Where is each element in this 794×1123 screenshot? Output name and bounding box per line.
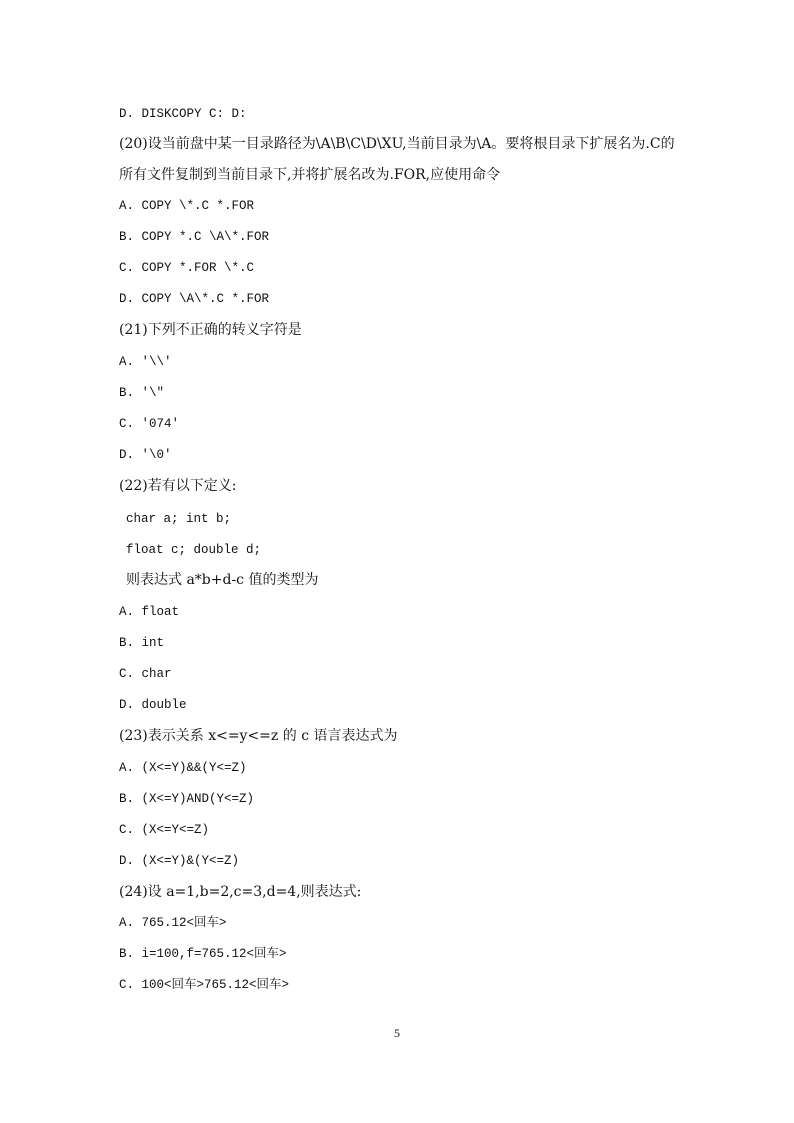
question-20-line-2: 所有文件复制到当前目录下,并将扩展名改为.FOR,应使用命令 [119,167,501,183]
q24-option-c: C. 100<回车>765.12<回车> [119,978,290,992]
q23-option-b: B. (X<=Y)AND(Y<=Z) [119,792,255,806]
page-number: 5 [394,1026,400,1040]
q23-option-c: C. (X<=Y<=Z) [119,823,210,837]
q22-option-a: A. float [119,605,180,619]
q23-option-d: D. (X<=Y)&(Y<=Z) [119,854,240,868]
q22-option-c: C. char [119,667,172,681]
q21-option-d: D. '\0' [119,448,172,462]
q22-code-line-2: float c; double d; [126,543,262,557]
q21-option-b: B. '\" [119,386,165,400]
question-22: (22)若有以下定义: [119,478,237,494]
q22-code-line-1: char a; int b; [126,512,232,526]
q20-option-c: C. COPY *.FOR \*.C [119,261,255,275]
question-20-line-1: (20)设当前盘中某一目录路径为\A\B\C\D\XU,当前目录为\A。要将根目录下扩展名为.C的 [119,136,675,152]
q21-option-a: A. '\\' [119,355,172,369]
q20-option-b: B. COPY *.C \A\*.FOR [119,230,270,244]
question-23: (23)表示关系 x<=y<=z 的 c 语言表达式为 [119,728,398,744]
q21-option-c: C. '074' [119,417,180,431]
q22-option-d: D. double [119,698,187,712]
q20-option-a: A. COPY \*.C *.FOR [119,199,255,213]
q22-question-text: 则表达式 a*b+d-c 值的类型为 [126,572,319,588]
q24-option-a: A. 765.12<回车> [119,916,227,930]
option-d-diskcopy: D. DISKCOPY C: D: [119,107,247,121]
question-21: (21)下列不正确的转义字符是 [119,322,302,338]
question-24: (24)设 a=1,b=2,c=3,d=4,则表达式: [119,884,362,900]
q23-option-a: A. (X<=Y)&&(Y<=Z) [119,761,247,775]
q22-option-b: B. int [119,636,165,650]
q24-option-b: B. i=100,f=765.12<回车> [119,947,287,961]
q20-option-d: D. COPY \A\*.C *.FOR [119,292,270,306]
